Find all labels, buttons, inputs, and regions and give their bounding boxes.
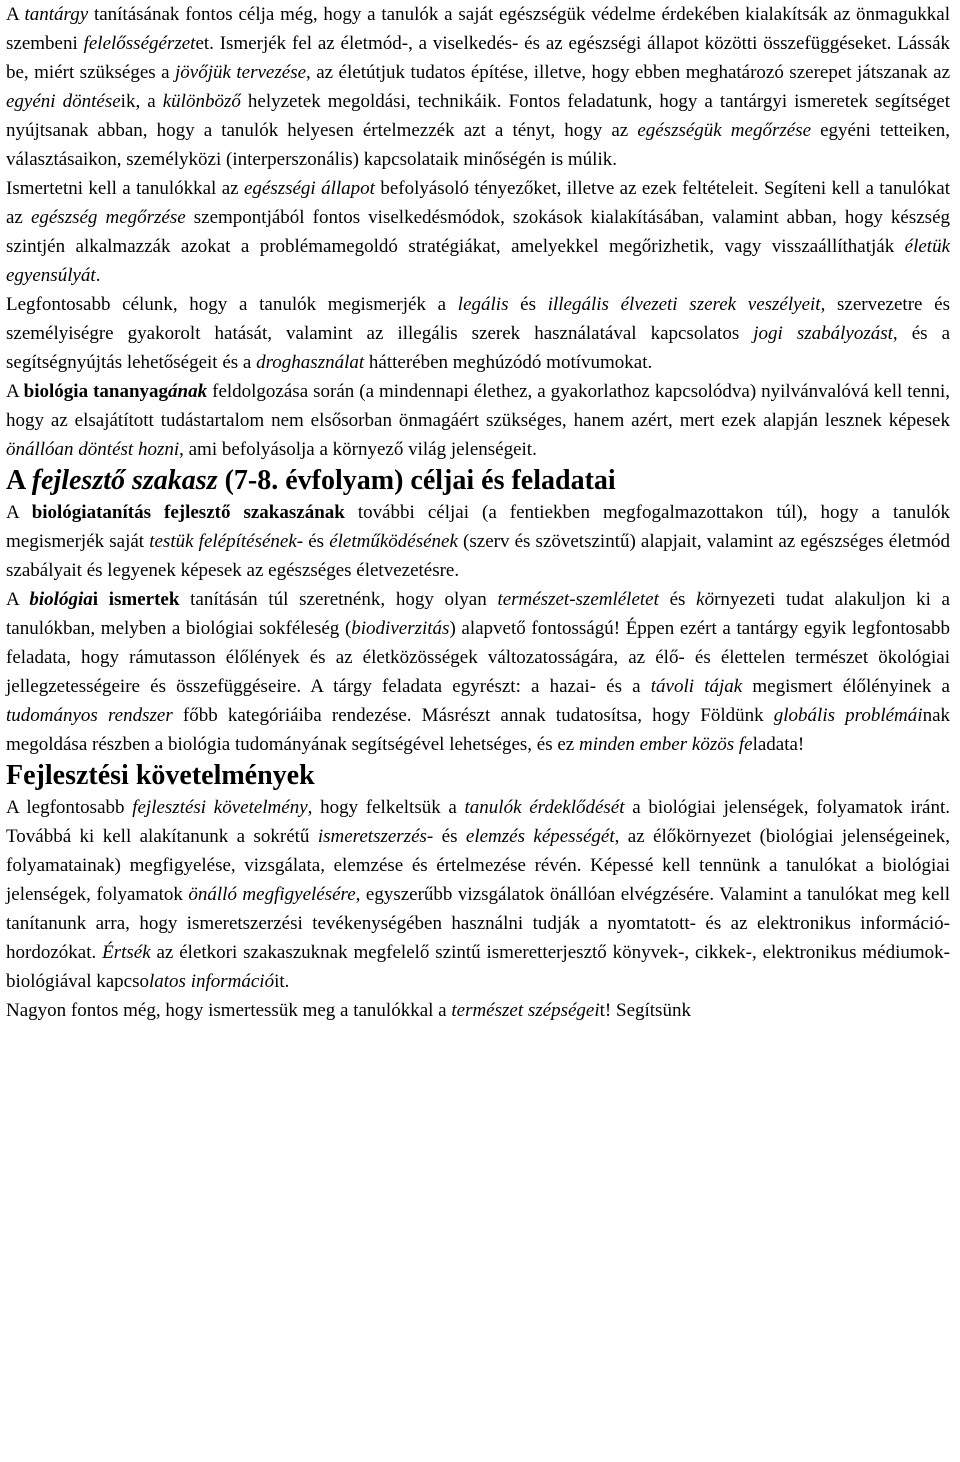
text-run: Ismertetni kell a tanulókkal az [6, 178, 244, 199]
text-run: tanulók érdeklődését [464, 797, 625, 818]
text-run: önállóan döntést hozni [6, 439, 180, 460]
text-run: Fejlesztési követelmények [6, 760, 315, 791]
text-run: it. [274, 971, 290, 992]
text-run: biológiatanítás fejlesztő szakaszának [31, 502, 345, 523]
text-run: önálló megfigyelésére [188, 884, 356, 905]
intro-section [6, 0, 950, 464]
text-run: - és [426, 826, 466, 847]
text-run: befolyásoló tényezőket, illetve az ezek feltételeit. Segíteni kell a tanulókat az [6, 178, 950, 228]
text-run: A [6, 465, 32, 496]
section-heading [6, 464, 950, 498]
text-run: egészségi állapot [243, 178, 375, 199]
text-run: A legfontosabb [6, 797, 133, 818]
text-run: - és [296, 531, 330, 552]
text-run: életük egyensúlyát [6, 236, 950, 286]
text-run: (szerv és szövetszintű) alapjait, valamint az egészséges életmód szabályait és legyenek képesek az egészséges életvezetésre. [6, 531, 950, 581]
text-run: főbb kategóriáiba rendezése. Másrészt annak tudatosítsa, hogy Földünk [172, 705, 774, 726]
text-run: , az életútjuk tudatos építése, illetve, hogy ebben meghatározó szerepet játszanak az [306, 62, 950, 83]
paragraph [6, 377, 950, 464]
text-run: Legfontosabb célunk, hogy a tanulók megismerjék a [6, 294, 458, 315]
text-run: jövőjük tervezése [175, 62, 307, 83]
text-run: feldolgozása során (a mindennapi élethez, a gyakorlathoz kapcsolódva) nyilvánvalóvá kell tenni, hogy az elsajátított tudástartalom nem elsősorban önmagáért szükséges, hanem azért, mert ezek alapján lesznek képesek [6, 381, 950, 431]
text-run: tantárgy [24, 4, 89, 25]
text-run: tanításán túl szeretnénk, hogy olyan [179, 589, 498, 610]
text-run: életműködésének [329, 531, 458, 552]
text-run: távoli tájak [650, 676, 743, 697]
text-run: , az élőkörnyezet (biológiai jelenségeinek, folyamatainak) megfigyelése, vizsgálata, elemzése és értelmezése révén. Képessé kell tennünk a tanulókat a biológiai jelenségek, folyamatok [6, 826, 950, 905]
paragraph [6, 498, 950, 585]
text-run: , egyszerűbb vizsgálatok önállóan elvégzésére. Valamint a tanulókat meg kell tanítanunk arra, hogy ismeretszerzési tevékenységében használni tudják a nyomtatott- és az elektronikus információ-hordozókat. [6, 884, 951, 963]
paragraph [6, 0, 950, 174]
text-run: helyzetek megoldási, technikáik. Fontos feladatunk, hogy a tantárgyi ismeretek segítséget nyújtsanak abban, hogy a tanulók helyesen értelmezzék azt a tényt, hogy az [6, 91, 950, 141]
text-run: ) alapvető fontosságú! Éppen ezért a tantárgy egyik legfontosabb feladata, hogy rámutasson élőlények és az életközösségek változatosságára, az élő- és élettelen természet ökológiai jellegzetességeire és összefüggéseire. A tárgy feladata egyrészt: a hazai- és a [6, 618, 951, 697]
text-run: hátterében meghúzódó motívumokat. [364, 352, 653, 373]
text-run: globális problémái [773, 705, 923, 726]
text-run: A [6, 4, 25, 25]
text-run: biodiverzitás [351, 618, 450, 639]
text-run: A [6, 502, 32, 523]
text-run: droghasználat [256, 352, 365, 373]
text-run: különböző [162, 91, 241, 112]
text-run: Nagyon fontos még, hogy ismertessük meg a tanulókkal a [6, 1000, 452, 1021]
text-run: tananyag [93, 381, 169, 402]
text-run: ik, a [120, 91, 163, 112]
text-run: szempontjából fontos viselkedésmódok, szokások kialakításában, valamint abban, hogy készség szintjén alkalmazzák azokat a problémamegoldó stratégiákat, amelyekkel megőrizhetik, vagy visszaállíthatják [6, 207, 950, 257]
text-run: illegális élvezeti szerek veszélyeit [547, 294, 821, 315]
text-run: , és a segítségnyújtás lehetőségeit és a [6, 323, 951, 373]
text-run: , hogy felkeltsük a [307, 797, 465, 818]
text-run: ának [168, 381, 208, 402]
text-run: egészségük megőrzése [637, 120, 812, 141]
text-run: az életkori szakaszuknak megfelelő szintű ismeretterjesztő könyvek-, cikkek-, elektronikus médiumok- biológiával kapcso [6, 942, 950, 992]
requirements-section [6, 793, 950, 1025]
paragraph [6, 585, 950, 759]
text-run: egészség megőrzése [30, 207, 186, 228]
text-run: et. Ismerjék fel az életmód-, a viselkedés- és az egészségi állapot közötti összefüggéseket. Lássák be, miért szükséges a [6, 33, 950, 83]
development-stage-section [6, 498, 950, 759]
text-run: t! Segítsünk [599, 1000, 691, 1021]
text-run: felelősségérzet [83, 33, 196, 54]
text-run: kö [696, 589, 715, 610]
text-run: nak megoldása részben a biológia tudományának segítségével lehetséges, és ez [6, 705, 950, 755]
text-run: A [6, 381, 24, 402]
text-run: , szervezetre és személyiségre gyakorolt hatását, valamint az illegális szerek használatával kapcsolatos [6, 294, 950, 344]
text-run: és [508, 294, 548, 315]
text-run: biológia [23, 381, 89, 402]
text-run: ladata! [752, 734, 805, 755]
paragraph [6, 174, 950, 290]
text-run: fejlesztési követelmény [132, 797, 308, 818]
text-run: Értsék [102, 942, 151, 963]
text-run: jogi szabályozást [753, 323, 893, 344]
text-run: elemzés képességét [465, 826, 615, 847]
text-run: egyéni döntése [6, 91, 121, 112]
text-run: , ami befolyásolja a környező világ jelenségeit. [179, 439, 537, 460]
text-run: biológia [29, 589, 93, 610]
text-run: tanításának fontos célja még, hogy a tanulók a saját egészségük védelme érdekében kialakítsák az önmagukkal szembeni [6, 4, 950, 54]
text-run: természet szépségei [451, 1000, 600, 1021]
text-run: A [6, 589, 30, 610]
text-run: egyéni tetteiken, választásaikon, személyközi (interperszonális) kapcsolataik minőségén is múlik. [6, 120, 950, 170]
text-run: megismert élőlényinek a [742, 676, 950, 697]
text-run: . [95, 265, 101, 286]
text-run: minden ember közös fe [578, 734, 753, 755]
text-run: testük felépítésének [149, 531, 297, 552]
paragraph [6, 996, 950, 1025]
text-run: fejlesztő szakasz [31, 465, 218, 496]
paragraph [6, 290, 950, 377]
text-run: a biológiai jelenségek, folyamatok iránt. Továbbá ki kell alakítanunk a sokrétű [6, 797, 950, 847]
text-run: tudományos rendszer [6, 705, 173, 726]
text-run: i ismertek [92, 589, 180, 610]
text-run: ismeretszerzés [317, 826, 427, 847]
text-run: további céljai (a fentiekben megfogalmazottakon túl), hogy a tanulók megismerjék saját [6, 502, 950, 552]
text-run: természet-szemléletet [497, 589, 659, 610]
text-run: legális [457, 294, 509, 315]
text-run: latos információ [149, 971, 275, 992]
text-run: rnyezeti tudat alakuljon ki a tanulókban, melyben a biológiai sokféleség ( [6, 589, 950, 639]
text-run: (7-8. évfolyam) céljai és feladatai [217, 465, 616, 496]
paragraph [6, 793, 950, 996]
text-run: és [658, 589, 697, 610]
section-heading [6, 759, 950, 793]
